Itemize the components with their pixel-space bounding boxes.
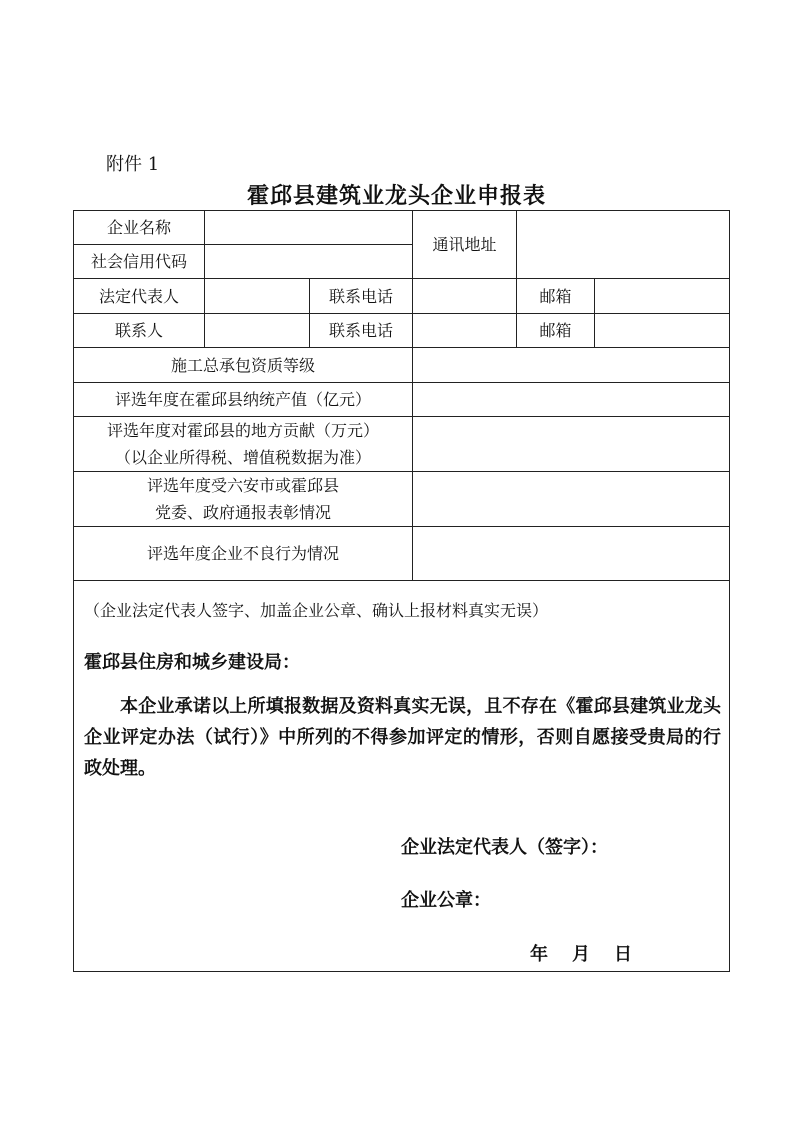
qualification-field[interactable] [413,348,730,383]
commendation-label-line2: 党委、政府通报表彰情况 [154,503,331,522]
contact-phone-field[interactable] [413,314,517,348]
output-value-field[interactable] [413,383,730,417]
qualification-label: 施工总承包资质等级 [74,348,413,383]
legal-rep-phone-field[interactable] [413,279,517,314]
date-day-label: 日 [614,944,632,965]
contact-phone-label: 联系电话 [310,314,413,348]
company-name-field[interactable] [205,211,413,245]
date-year-label: 年 [530,944,548,965]
local-contribution-field[interactable] [413,417,730,472]
form-title: 霍邱县建筑业龙头企业申报表 [246,183,546,209]
company-name-label: 企业名称 [74,211,205,245]
declaration-note: （企业法定代表人签字、加盖企业公章、确认上报材料真实无误） [84,601,549,620]
commendation-field[interactable] [413,472,730,527]
address-field[interactable] [517,211,730,279]
attachment-label: 附件 1 [106,154,160,175]
local-contribution-label-line2: （以企业所得税、增值税数据为准） [114,448,371,467]
address-label: 通讯地址 [413,211,517,279]
legal-rep-email-field[interactable] [595,279,730,314]
output-value-label: 评选年度在霍邱县纳统产值（亿元） [74,383,413,417]
declaration-addressee: 霍邱县住房和城乡建设局： [84,652,300,673]
declaration-body: 本企业承诺以上所填报数据及资料真实无误，且不存在《霍邱县建筑业龙头企业评定办法（试行）》中所列的不得参加评定的情形，否则自愿接受贵局的行政处理。 [84,696,721,779]
contact-label: 联系人 [74,314,205,348]
legal-rep-field[interactable] [205,279,310,314]
declaration-date [530,941,632,968]
commendation-label [74,472,413,527]
legal-rep-label: 法定代表人 [74,279,205,314]
contact-field[interactable] [205,314,310,348]
commendation-label-line1: 评选年度受六安市或霍邱县 [146,476,339,495]
misconduct-field[interactable] [413,527,730,581]
contact-email-field[interactable] [595,314,730,348]
local-contribution-label-line1: 评选年度对霍邱县的地方贡献（万元） [106,421,379,440]
credit-code-label: 社会信用代码 [74,245,205,279]
company-seal-label: 企业公章： [401,890,491,911]
date-month-label: 月 [572,944,590,965]
credit-code-field[interactable] [205,245,413,279]
local-contribution-label [74,417,413,472]
application-form-table [73,210,730,972]
legal-rep-email-label: 邮箱 [517,279,595,314]
contact-email-label: 邮箱 [517,314,595,348]
misconduct-label: 评选年度企业不良行为情况 [74,527,413,581]
legal-rep-signature-label: 企业法定代表人（签字）： [401,837,608,858]
legal-rep-phone-label: 联系电话 [310,279,413,314]
declaration-section [74,581,730,972]
